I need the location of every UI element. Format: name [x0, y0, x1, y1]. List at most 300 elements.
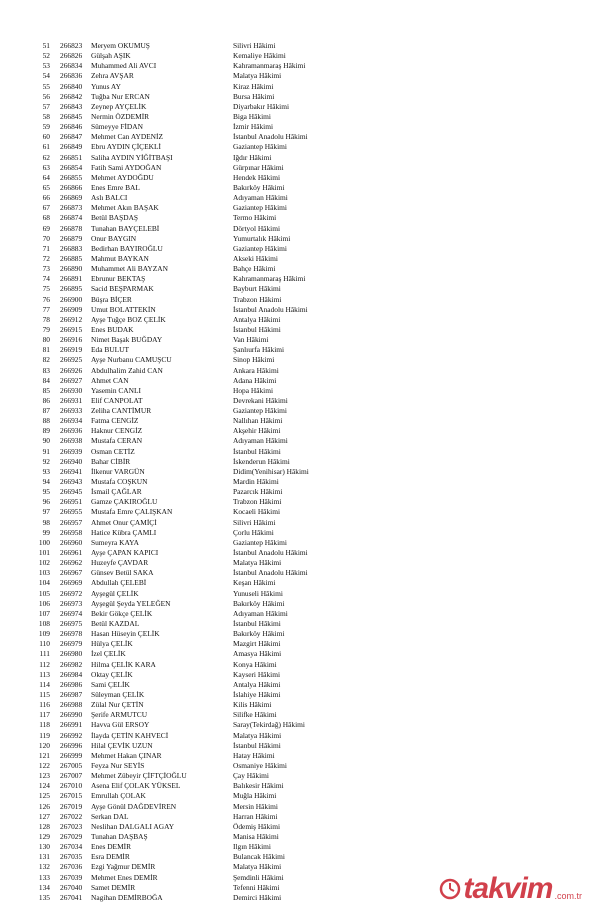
person-name: Zehra AVŞAR — [91, 71, 134, 81]
list-item — [0, 71, 600, 81]
row-number: 128 — [38, 821, 50, 831]
watermark-brand: takvim — [463, 872, 553, 905]
person-name: Hilma ÇELİK KARA — [91, 659, 156, 669]
assigned-court: Ankara Hâkimi — [233, 365, 279, 375]
assigned-court: Demirci Hâkimi — [233, 892, 282, 902]
registry-number: 266938 — [60, 436, 83, 446]
registry-number: 266925 — [60, 355, 83, 365]
assigned-court: Bakırköy Hâkimi — [233, 629, 285, 639]
assigned-court: Antalya Hâkimi — [233, 314, 281, 324]
registry-number: 266834 — [60, 61, 83, 71]
row-number: 116 — [39, 700, 50, 710]
row-number: 73 — [42, 264, 50, 274]
person-name: Enes BUDAK — [91, 324, 134, 334]
row-number: 90 — [42, 436, 50, 446]
registry-number: 266845 — [60, 111, 83, 121]
registry-number: 266927 — [60, 375, 83, 385]
list-item — [0, 61, 600, 71]
person-name: Hasan Hüseyin ÇELİK — [91, 629, 160, 639]
row-number: 86 — [42, 395, 50, 405]
person-name: Fatma CENGİZ — [91, 416, 139, 426]
registry-number: 267023 — [60, 821, 83, 831]
registry-number: 266826 — [60, 51, 83, 61]
registry-number: 266940 — [60, 456, 83, 466]
row-number: 133 — [38, 872, 50, 882]
row-number: 94 — [42, 477, 50, 487]
person-name: Ayşe ÇAPAN KAPICI — [91, 548, 159, 558]
person-name: Onur BAYGIN — [91, 233, 137, 243]
person-name: Enes Emre BAL — [91, 182, 140, 192]
row-number: 130 — [38, 842, 50, 852]
registry-number: 267034 — [60, 842, 83, 852]
row-number: 132 — [38, 862, 50, 872]
list-item — [0, 416, 600, 426]
person-name: Bekir Gökçe ÇELİK — [91, 608, 153, 618]
list-item — [0, 548, 600, 558]
row-number: 103 — [38, 568, 50, 578]
assigned-court: Kemaliye Hâkimi — [233, 51, 286, 61]
assigned-court: Kilis Hâkimi — [233, 700, 272, 710]
assigned-court: Biga Hâkimi — [233, 111, 271, 121]
list-item — [0, 802, 600, 812]
assigned-court: Bakırköy Hâkimi — [233, 598, 285, 608]
assigned-court: Trabzon Hâkimi — [233, 497, 282, 507]
assigned-court: Kahramanmaraş Hâkimi — [233, 274, 306, 284]
list-item — [0, 528, 600, 538]
assigned-court: Devrekani Hâkimi — [233, 395, 288, 405]
list-item — [0, 812, 600, 822]
person-name: Zeynep AYÇELİK — [91, 101, 147, 111]
list-item — [0, 355, 600, 365]
list-item — [0, 639, 600, 649]
registry-number: 266996 — [60, 740, 83, 750]
list-item — [0, 832, 600, 842]
list-item — [0, 183, 600, 193]
list-item — [0, 224, 600, 234]
person-name: Mehmet Hakan ÇINAR — [91, 750, 162, 760]
row-number: 75 — [42, 284, 50, 294]
list-item — [0, 477, 600, 487]
registry-number: 266842 — [60, 91, 83, 101]
registry-number: 267039 — [60, 872, 83, 882]
row-number: 76 — [42, 294, 50, 304]
row-number: 68 — [42, 213, 50, 223]
registry-number: 267041 — [60, 892, 83, 902]
list-item — [0, 507, 600, 517]
assigned-court: Adana Hâkimi — [233, 375, 277, 385]
assigned-court: Amasya Hâkimi — [233, 649, 282, 659]
row-number: 61 — [42, 142, 50, 152]
assigned-court: Çay Hâkimi — [233, 771, 269, 781]
person-name: Neslihan DALGALI AGAY — [91, 821, 175, 831]
row-number: 66 — [42, 193, 50, 203]
row-number: 121 — [38, 750, 50, 760]
row-number: 113 — [39, 669, 50, 679]
registry-number: 266933 — [60, 406, 83, 416]
assigned-court: Akseki Hâkimi — [233, 253, 278, 263]
assigned-court: Silivri Hâkimi — [233, 517, 276, 527]
person-name: Yunus AY — [91, 81, 121, 91]
row-number: 101 — [38, 548, 50, 558]
person-name: Ahmet CAN — [91, 375, 129, 385]
person-name: İlayda ÇETİN KAHVECİ — [91, 730, 169, 740]
registry-number: 267007 — [60, 771, 83, 781]
registry-number: 266891 — [60, 274, 83, 284]
list-item — [0, 335, 600, 345]
list-item — [0, 741, 600, 751]
assigned-court: Iğdır Hâkimi — [233, 152, 272, 162]
person-name: Abdullah ÇELEBİ — [91, 578, 147, 588]
list-item — [0, 142, 600, 152]
person-name: Hilal ÇEVİK UZUN — [91, 740, 153, 750]
registry-number: 266958 — [60, 527, 83, 537]
assigned-court: Gaziantep Hâkimi — [233, 142, 287, 152]
person-name: Ebru AYDIN ÇİÇEKLİ — [91, 142, 161, 152]
person-name: Ahmet Onur ÇAMİÇİ — [91, 517, 157, 527]
person-name: Mustafa Emre ÇALIŞKAN — [91, 507, 173, 517]
list-item — [0, 589, 600, 599]
registry-number: 266969 — [60, 578, 83, 588]
person-name: Nimet Başak BUĞDAY — [91, 335, 163, 345]
registry-number: 267022 — [60, 811, 83, 821]
person-name: Mustafa CERAN — [91, 436, 143, 446]
list-item — [0, 41, 600, 51]
registry-number: 266836 — [60, 71, 83, 81]
registry-number: 266962 — [60, 558, 83, 568]
row-number: 74 — [42, 274, 50, 284]
list-item — [0, 447, 600, 457]
assigned-court: Mardin Hâkimi — [233, 477, 279, 487]
person-name: Huzeyfe ÇAVDAR — [91, 558, 149, 568]
assigned-court: Bayburt Hâkimi — [233, 284, 281, 294]
registry-number: 266973 — [60, 598, 83, 608]
row-number: 108 — [38, 619, 50, 629]
appointment-list — [0, 41, 600, 903]
row-number: 111 — [39, 649, 50, 659]
registry-number: 266883 — [60, 243, 83, 253]
person-name: Zülal Nur ÇETİN — [91, 700, 144, 710]
person-name: Emrullah ÇOLAK — [91, 791, 146, 801]
row-number: 57 — [42, 101, 50, 111]
row-number: 59 — [42, 122, 50, 132]
registry-number: 267035 — [60, 852, 83, 862]
list-item — [0, 436, 600, 446]
row-number: 87 — [42, 406, 50, 416]
person-name: Mahmut BAYKAN — [91, 253, 149, 263]
registry-number: 267015 — [60, 791, 83, 801]
assigned-court: Antalya Hâkimi — [233, 679, 281, 689]
row-number: 64 — [42, 172, 50, 182]
list-item — [0, 295, 600, 305]
person-name: Süleyman ÇELİK — [91, 690, 145, 699]
registry-number: 266980 — [60, 649, 83, 659]
row-number: 100 — [38, 537, 50, 547]
person-name: Serkan DAL — [91, 811, 129, 821]
person-name: Abdulhalim Zahid CAN — [91, 365, 163, 375]
row-number: 126 — [38, 801, 50, 811]
registry-number: 266885 — [60, 253, 83, 263]
registry-number: 266874 — [60, 213, 83, 223]
person-name: Bahar CİBİR — [91, 456, 131, 466]
row-number: 110 — [39, 639, 50, 649]
assigned-court: Ödemiş Hâkimi — [233, 821, 281, 831]
list-item — [0, 284, 600, 294]
registry-number: 266988 — [60, 700, 83, 710]
list-item — [0, 558, 600, 568]
assigned-court: Adıyaman Hâkimi — [233, 436, 288, 446]
watermark-tld: .com.tr — [554, 891, 582, 901]
row-number: 67 — [42, 203, 50, 213]
assigned-court: Malatya Hâkimi — [233, 558, 282, 568]
person-name: Meryem OKUMUŞ — [91, 41, 150, 50]
assigned-court: Kiraz Hâkimi — [233, 81, 274, 91]
person-name: Gamze ÇAKIROĞLU — [91, 497, 158, 507]
list-item — [0, 670, 600, 680]
person-name: Aslı BALCI — [91, 193, 128, 203]
list-item — [0, 163, 600, 173]
row-number: 88 — [42, 416, 50, 426]
row-number: 79 — [42, 324, 50, 334]
list-item — [0, 92, 600, 102]
row-number: 95 — [42, 487, 50, 497]
list-item — [0, 244, 600, 254]
assigned-court: Bakırköy Hâkimi — [233, 182, 285, 192]
registry-number: 266991 — [60, 720, 83, 730]
person-name: Ezgi Yağmur DEMİR — [91, 862, 156, 872]
row-number: 84 — [42, 375, 50, 385]
list-item — [0, 599, 600, 609]
assigned-court: Termo Hâkimi — [233, 213, 277, 223]
list-item — [0, 751, 600, 761]
assigned-court: Bahçe Hâkimi — [233, 264, 276, 274]
list-item — [0, 822, 600, 832]
person-name: Asena Elif ÇOLAK YÜKSEL — [91, 781, 181, 791]
list-item — [0, 112, 600, 122]
registry-number: 267040 — [60, 882, 83, 892]
person-name: Ayşegül Şeyda YELEĞEN — [91, 598, 171, 608]
registry-number: 266941 — [60, 466, 83, 476]
registry-number: 266960 — [60, 537, 83, 547]
assigned-court: Gaziantep Hâkimi — [233, 203, 287, 213]
row-number: 97 — [42, 507, 50, 517]
assigned-court: İslahiye Hâkimi — [233, 690, 281, 699]
row-number: 114 — [39, 679, 50, 689]
assigned-court: Gaziantep Hâkimi — [233, 406, 287, 416]
row-number: 109 — [38, 629, 50, 639]
list-item — [0, 720, 600, 730]
registry-number: 266961 — [60, 548, 83, 558]
row-number: 125 — [38, 791, 50, 801]
list-item — [0, 791, 600, 801]
person-name: Havva Gül ERSOY — [91, 720, 150, 730]
registry-number: 266999 — [60, 750, 83, 760]
list-item — [0, 315, 600, 325]
list-item — [0, 325, 600, 335]
clock-icon — [439, 878, 461, 900]
registry-number: 266978 — [60, 629, 83, 639]
registry-number: 266930 — [60, 385, 83, 395]
row-number: 119 — [39, 730, 50, 740]
list-item — [0, 731, 600, 741]
row-number: 91 — [42, 446, 50, 456]
row-number: 107 — [38, 608, 50, 618]
list-item — [0, 771, 600, 781]
assigned-court: Sinop Hâkimi — [233, 355, 275, 365]
list-item — [0, 274, 600, 284]
registry-number: 266990 — [60, 710, 83, 720]
person-name: Nagihan DEMİRBOĞA — [91, 892, 163, 902]
person-name: Ayşe Tuğçe BOZ ÇELİK — [91, 314, 166, 324]
row-number: 63 — [42, 162, 50, 172]
list-item — [0, 538, 600, 548]
registry-number: 266879 — [60, 233, 83, 243]
assigned-court: Osmaniye Hâkimi — [233, 760, 287, 770]
row-number: 129 — [38, 831, 50, 841]
list-item — [0, 345, 600, 355]
registry-number: 266934 — [60, 416, 83, 426]
assigned-court: Adıyaman Hâkimi — [233, 608, 288, 618]
assigned-court: Hatay Hâkimi — [233, 750, 275, 760]
assigned-court: İstanbul Hâkimi — [233, 324, 281, 334]
person-name: Tunahan DAŞBAŞ — [91, 831, 148, 841]
person-name: İzel ÇELİK — [91, 649, 126, 659]
assigned-court: Dörtyol Hâkimi — [233, 223, 281, 233]
watermark-logo — [439, 872, 582, 906]
list-item — [0, 406, 600, 416]
registry-number: 266823 — [60, 41, 83, 50]
registry-number: 267036 — [60, 862, 83, 872]
assigned-court: Gaziantep Hâkimi — [233, 243, 287, 253]
list-item — [0, 102, 600, 112]
row-number: 89 — [42, 426, 50, 436]
person-name: Elif CANPOLAT — [91, 395, 143, 405]
assigned-court: Mazgirt Hâkimi — [233, 639, 281, 649]
list-item — [0, 396, 600, 406]
assigned-court: Trabzon Hâkimi — [233, 294, 282, 304]
row-number: 80 — [42, 335, 50, 345]
person-name: Büşra BİÇER — [91, 294, 132, 304]
registry-number: 266975 — [60, 619, 83, 629]
person-name: Ayşe Nurbanu CAMUŞCU — [91, 355, 172, 365]
list-item — [0, 386, 600, 396]
person-name: Mehmet Can AYDENİZ — [91, 132, 163, 142]
registry-number: 266840 — [60, 81, 83, 91]
assigned-court: İstanbul Anadolu Hâkimi — [233, 304, 308, 314]
person-name: Muhammed Ali AVCI — [91, 61, 157, 71]
registry-number: 266912 — [60, 314, 83, 324]
person-name: Sacid BEŞPARMAK — [91, 284, 154, 294]
list-item — [0, 193, 600, 203]
assigned-court: Gürpınar Hâkimi — [233, 162, 284, 172]
row-number: 55 — [42, 81, 50, 91]
list-item — [0, 132, 600, 142]
assigned-court: Şanlıurfa Hâkimi — [233, 345, 285, 355]
registry-number: 266843 — [60, 101, 83, 111]
assigned-court: Ilgın Hâkimi — [233, 842, 271, 852]
list-item — [0, 51, 600, 61]
row-number: 52 — [42, 51, 50, 61]
person-name: Oktay ÇELİK — [91, 669, 133, 679]
registry-number: 266936 — [60, 426, 83, 436]
person-name: Mehmet Akın BAŞAK — [91, 203, 159, 213]
list-item — [0, 660, 600, 670]
registry-number: 266992 — [60, 730, 83, 740]
assigned-court: Bursa Hâkimi — [233, 91, 275, 101]
person-name: Yasemin CANLI — [91, 385, 141, 395]
row-number: 134 — [38, 882, 50, 892]
assigned-court: Kocaeli Hâkimi — [233, 507, 280, 517]
row-number: 85 — [42, 385, 50, 395]
list-item — [0, 649, 600, 659]
list-item — [0, 842, 600, 852]
assigned-court: Nallıhan Hâkimi — [233, 416, 283, 426]
person-name: Fatih Sami AYDOĞAN — [91, 162, 162, 172]
row-number: 135 — [38, 892, 50, 902]
list-item — [0, 710, 600, 720]
list-item — [0, 497, 600, 507]
row-number: 120 — [38, 740, 50, 750]
row-number: 124 — [38, 781, 50, 791]
registry-number: 266974 — [60, 608, 83, 618]
assigned-court: Mersin Hâkimi — [233, 801, 278, 811]
person-name: Sami ÇELİK — [91, 679, 130, 689]
assigned-court: Adıyaman Hâkimi — [233, 193, 288, 203]
registry-number: 266979 — [60, 639, 83, 649]
person-name: Mehmet Enes DEMİR — [91, 872, 158, 882]
list-item — [0, 700, 600, 710]
list-item — [0, 82, 600, 92]
person-name: Ebrunur BEKTAŞ — [91, 274, 146, 284]
assigned-court: İstanbul Anadolu Hâkimi — [233, 548, 308, 558]
registry-number: 266986 — [60, 679, 83, 689]
person-name: Ayşegül ÇELİK — [91, 588, 139, 598]
registry-number: 266878 — [60, 223, 83, 233]
assigned-court: Konya Hâkimi — [233, 659, 277, 669]
row-number: 56 — [42, 91, 50, 101]
registry-number: 266943 — [60, 477, 83, 487]
list-item — [0, 568, 600, 578]
person-name: İlkenur VARGÜN — [91, 466, 145, 476]
assigned-court: Kayseri Hâkimi — [233, 669, 280, 679]
row-number: 92 — [42, 456, 50, 466]
assigned-court: Manisa Hâkimi — [233, 831, 279, 841]
registry-number: 266909 — [60, 304, 83, 314]
person-name: Samet DEMİR — [91, 882, 136, 892]
assigned-court: Didim(Yenihisar) Hâkimi — [233, 466, 309, 476]
list-item — [0, 690, 600, 700]
assigned-court: Keşan Hâkimi — [233, 578, 276, 588]
registry-number: 266846 — [60, 122, 83, 132]
registry-number: 267029 — [60, 831, 83, 841]
row-number: 81 — [42, 345, 50, 355]
person-name: Tunahan BAYÇELEBİ — [91, 223, 160, 233]
assigned-court: Silifke Hâkimi — [233, 710, 277, 720]
person-name: Betül KAZDAL — [91, 619, 140, 629]
list-item — [0, 487, 600, 497]
list-item — [0, 852, 600, 862]
registry-number: 266926 — [60, 365, 83, 375]
list-item — [0, 153, 600, 163]
registry-number: 266967 — [60, 568, 83, 578]
list-item — [0, 680, 600, 690]
registry-number: 266855 — [60, 172, 83, 182]
row-number: 102 — [38, 558, 50, 568]
registry-number: 266900 — [60, 294, 83, 304]
list-item — [0, 213, 600, 223]
person-name: Gülşah AŞIK — [91, 51, 131, 61]
registry-number: 267019 — [60, 801, 83, 811]
person-name: Sumeyra KAYA — [91, 537, 139, 547]
